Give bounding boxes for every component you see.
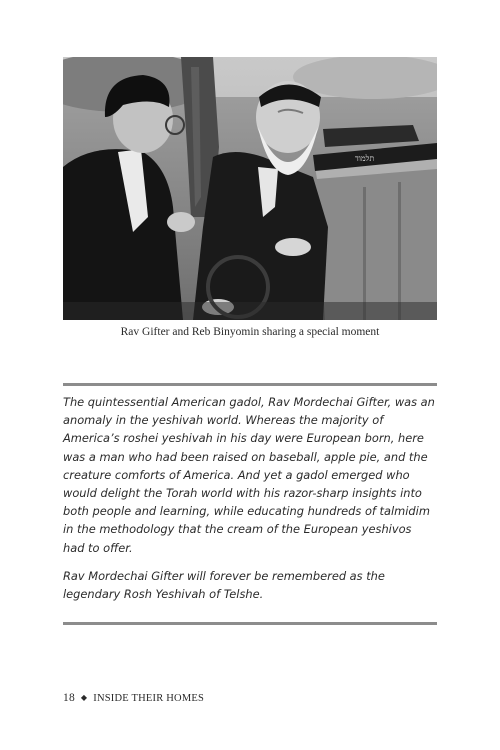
photo-caption: Rav Gifter and Reb Binyomin sharing a special moment xyxy=(120,326,380,338)
photograph xyxy=(63,57,437,320)
quote-bottom-rule xyxy=(63,622,437,625)
page-number: 18 xyxy=(63,692,75,704)
page-footer xyxy=(63,692,204,704)
book-spine-text: תלמוד xyxy=(355,154,375,163)
quote-paragraph: The quintessential American gadol, Rav Mordechai Gifter, was an anomaly in the yeshivah world. Whereas the majority of America’s roshei yeshivah in his day were European born, here was a man who had been raised on baseball, apple pie, and the creature comforts of America. And yet a gadol emerged who would delight the Torah world with his razor-sharp insights into both people and learning, while educating hundreds of talmidim in the methodology that the cream of the European yeshivos had to offer. xyxy=(63,395,435,555)
quote-paragraph: Rav Mordechai Gifter will forever be remembered as the legendary Rosh Yeshivah of Telshe. xyxy=(63,568,385,602)
diamond-separator-icon: ◆ xyxy=(80,693,88,702)
quote-block xyxy=(63,393,435,613)
running-title: INSIDE THEIR HOMES xyxy=(93,693,205,704)
photo-illustration xyxy=(63,57,437,320)
quote-top-rule xyxy=(63,383,437,386)
